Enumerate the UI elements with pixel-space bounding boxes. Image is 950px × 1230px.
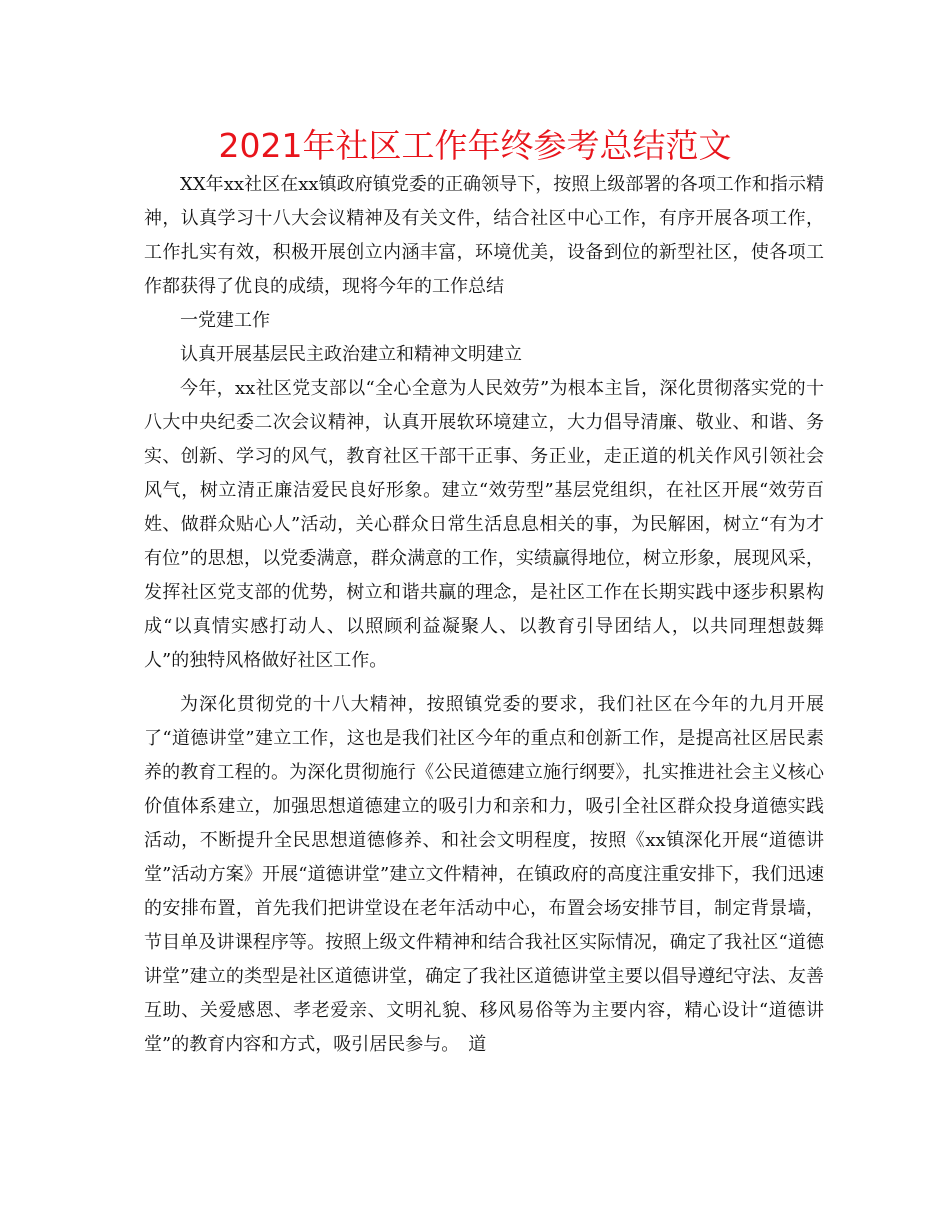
document-title: 2021年社区工作年终参考总结范文	[218, 126, 732, 165]
paragraph-moral-lecture: 为深化贯彻党的十八大精神，按照镇党委的要求，我们社区在今年的九月开展了“道德讲堂”建立工作，这也是我们社区今年的重点和创新工作，是提高社区居民素养的教育工程的。为深化贯彻施行《公民道德建立施行纲要》，扎实推进社会主义核心价值体系建立，加强思想道德建立的吸引力和亲和力，吸引全社区群众投身道德实践活动，不断提升全民思想道德修养、和社会文明程度，按照《xx镇深化开展“道德讲堂”活动方案》开展“道德讲堂”建立文件精神，在镇政府的高度注重安排下，我们迅速的安排布置，首先我们把讲堂设在老年活动中心，布置会场安排节目，制定背景墙，节目单及讲课程序等。按照上级文件精神和结合我社区实际情况，确定了我社区“道德讲堂”建立的类型是社区道德讲堂，确定了我社区道德讲堂主要以倡导遵纪守法、友善互助、关爱感恩、孝老爱亲、文明礼貌、移风易俗等为主要内容，精心设计“道德讲堂”的教育内容和方式，吸引居民参与。 道	[144, 694, 824, 1055]
section-heading-party-building: 一党建工作	[180, 310, 270, 331]
paragraph-intro: XX年xx社区在xx镇政府镇党委的正确领导下，按照上级部署的各项工作和指示精神，认真学习十八大会议精神及有关文件，结合社区中心工作，有序开展各项工作，工作扎实有效，积极开展创立内涵丰富，环境优美，设备到位的新型社区，使各项工作都获得了优良的成绩，现将今年的工作总结	[144, 174, 824, 297]
subsection-heading: 认真开展基层民主政治建立和精神文明建立	[180, 344, 522, 365]
document-body	[144, 168, 824, 1062]
paragraph-party-branch: 今年，xx社区党支部以“全心全意为人民效劳”为根本主旨，深化贯彻落实党的十八大中央纪委二次会议精神，认真开展软环境建立，大力倡导清廉、敬业、和谐、务实、创新、学习的风气，教育社区干部干正事、务正业，走正道的机关作风引领社会风气，树立清正廉洁爱民良好形象。建立“效劳型”基层党组织，在社区开展“效劳百姓、做群众贴心人”活动，关心群众日常生活息息相关的事，为民解困，树立“有为才有位”的思想，以党委满意，群众满意的工作，实绩赢得地位，树立形象，展现风采，发挥社区党支部的优势，树立和谐共赢的理念，是社区工作在长期实践中逐步积累构成“以真情实感打动人、以照顾利益凝聚人、以教育引导团结人，以共同理想鼓舞人”的独特风格做好社区工作。	[144, 378, 824, 671]
